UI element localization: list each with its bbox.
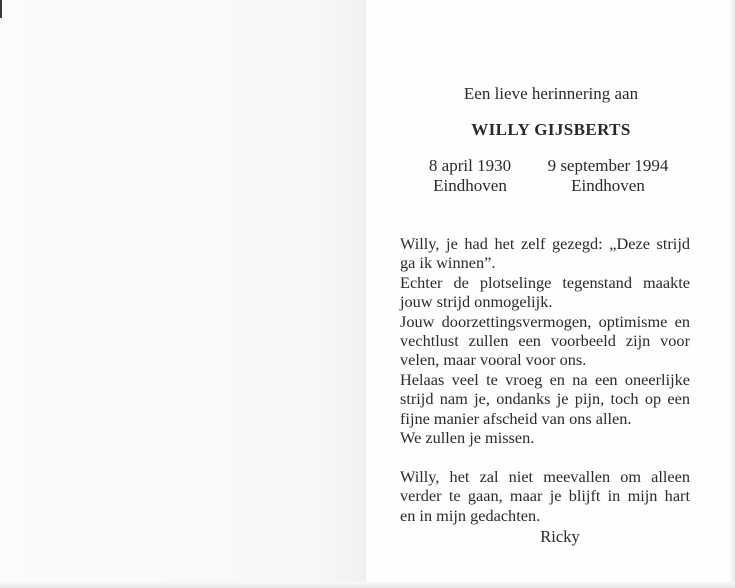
poem-line: jouw strijd onmogelijk. (400, 292, 553, 312)
birth-info (410, 156, 530, 196)
birth-date: 8 april 1930 (428, 156, 512, 175)
death-place: Eindhoven (571, 176, 645, 195)
memorial-poem (400, 234, 690, 525)
death-date: 9 september 1994 (547, 156, 669, 175)
signature: Ricky (540, 527, 580, 546)
poem-line: fijne manier afscheid van ons allen. (400, 408, 632, 428)
poem-line: en in mijn gedachten. (400, 505, 541, 525)
poem-line: Willy, je had het zelf gezegd: „Deze strijd (400, 234, 690, 253)
paragraph-gap (400, 447, 690, 466)
scan-corner-mark (0, 0, 2, 18)
poem-line: strijd nam je, ondanks je pijn, toch op een (400, 389, 690, 409)
poem-line: velen, maar vooral voor ons. (400, 350, 587, 370)
intro-text: Een lieve herinnering aan (463, 84, 639, 103)
birth-place: Eindhoven (433, 176, 507, 195)
poem-line: Willy, het zal niet meevallen om alleen (400, 466, 690, 486)
card-left-panel (0, 0, 365, 588)
poem-line: Echter de plotselinge tegenstand maakte (400, 272, 690, 292)
death-info (540, 156, 676, 196)
deceased-name: WILLY GIJSBERTS (471, 120, 631, 139)
poem-line: verder te gaan, maar je blijft in mijn hart (400, 486, 690, 506)
poem-line: Jouw doorzettingsvermogen, optimisme en (400, 311, 690, 331)
poem-line: Helaas veel te vroeg en na een oneerlijke (400, 369, 690, 389)
poem-line: vechtlust zullen een voorbeeld zijn voor (400, 331, 690, 351)
poem-line: We zullen je missen. (400, 428, 535, 448)
scan-edge-bottom (0, 582, 735, 588)
poem-line: ga ik winnen”. (400, 253, 496, 273)
